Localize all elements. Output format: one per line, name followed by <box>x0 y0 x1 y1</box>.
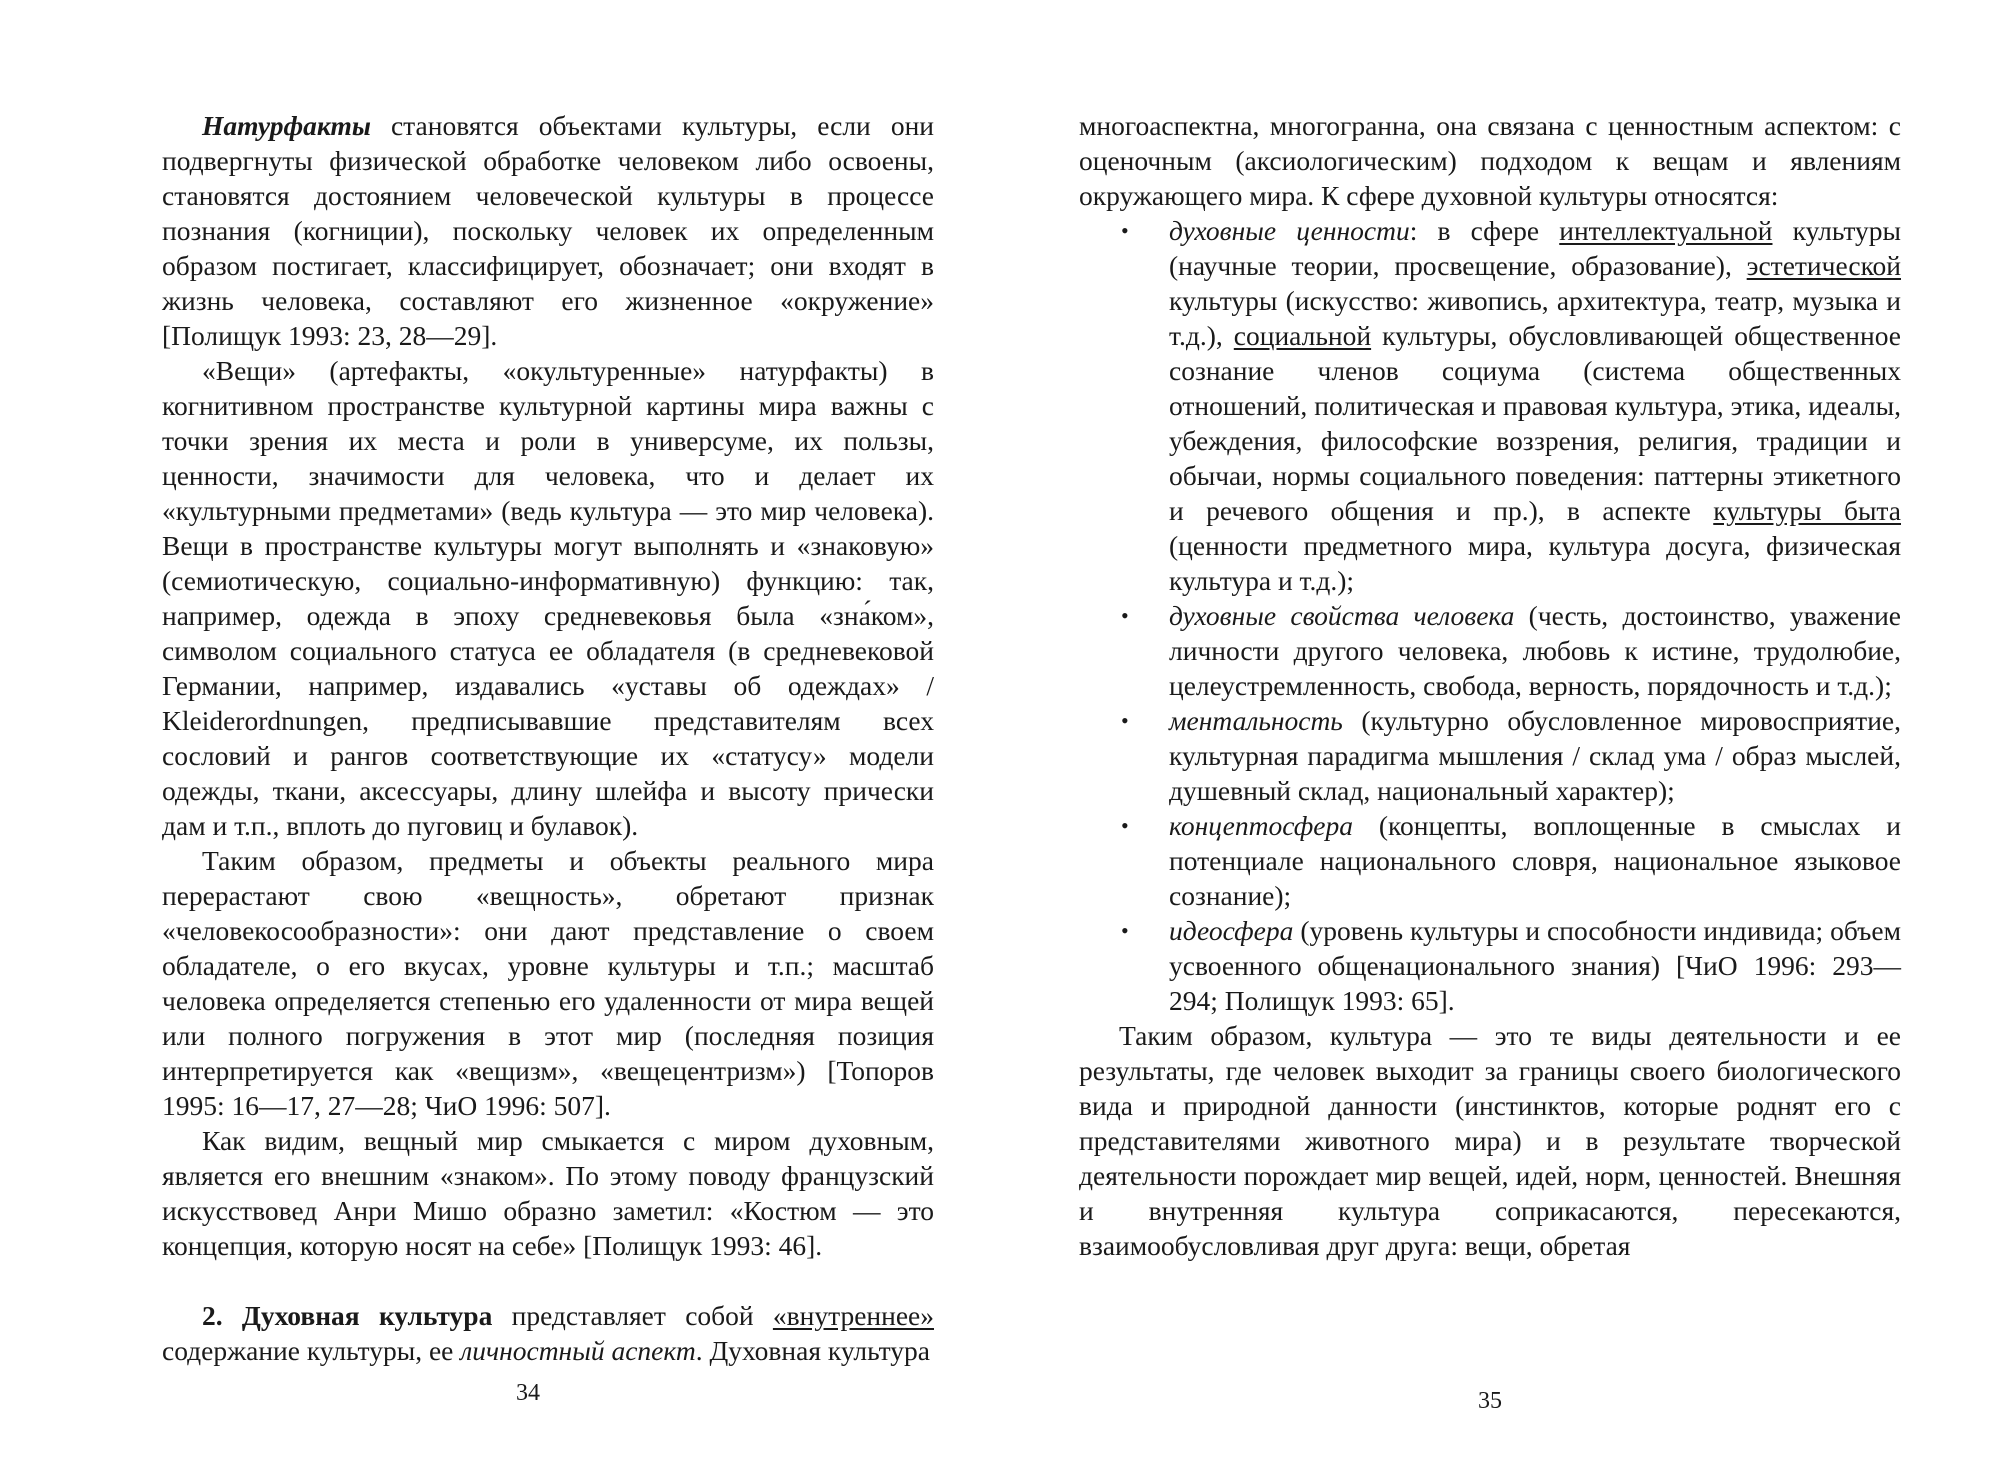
list-item-term: ментальность <box>1169 705 1343 736</box>
right-page <box>1000 0 2000 1478</box>
paragraph-as-we-see: Как видим, вещный мир смыкается с миром духовным, является его внешним «знаком». По этому поводу французский искусствовед Анри Мишо образно заметил: «Костюм — это концепция, которую носят на себе» [Полищук 1993: 46]. <box>162 1125 934 1261</box>
list-item <box>1079 913 1901 1018</box>
list-item-text: (культурно обусловленное мировосприятие, культурная парадигма мышления / склад ума / образ мыслей, душевный склад, национальный характер); <box>1169 705 1901 806</box>
list-item-term: духовные ценности <box>1169 215 1410 246</box>
underlined-term: эстетической <box>1746 250 1901 281</box>
list-item-text: (уровень культуры и способности индивида; объем усвоенного общенационального знания) [ЧиО 1996: 293—294; Полищук 1993: 65]. <box>1169 915 1901 1016</box>
paragraph-naturfacts <box>162 108 934 353</box>
paragraph-text: становятся объектами культуры, если они подвергнуты физической обработке человеком либо освоены, становятся достоянием человеческой культуры в процессе познания (когниции), поскольку человек их определенным образом постигает, классифицирует, обозначает; они входят в жизнь человека, составляют его жизненное «окружение» [Полищук 1993: 23, 28—29]. <box>162 110 934 351</box>
list-item <box>1079 808 1901 913</box>
section-heading: 2. Духовная культура <box>202 1300 493 1331</box>
paragraph-conclusion: Таким образом, культура — это те виды деятельности и ее результаты, где человек выходит за границы своего биологического вида и природной данности (инстинктов, которые роднят его с представителями животного мира) и в результате творческой деятельности порождает мир вещей, идей, норм, ценностей. Внешняя и внутренняя культура соприкасаются, пересекаются, взаимообусловливая друг друга: вещи, обретая <box>1079 1020 1901 1261</box>
paragraph-spiritual-culture <box>162 1298 934 1368</box>
left-page-text <box>162 108 934 1368</box>
page-number: 34 <box>516 1380 540 1406</box>
bullet-icon: • <box>1121 603 1129 628</box>
paragraph-text: содержание культуры, ее <box>162 1335 461 1366</box>
list-item-text: (ценности предметного мира, культура досуга, физическая культура и т.д.); <box>1169 530 1901 596</box>
list-item <box>1079 213 1901 598</box>
list-item <box>1079 598 1901 703</box>
underlined-term: культуры быта <box>1713 495 1901 526</box>
list-item-term: концептосфера <box>1169 810 1353 841</box>
list-item-text: (честь, достоинство, уважение личности другого человека, любовь к истине, трудолюбие, целеустремленность, свобода, верность, порядочность и т.д.); <box>1169 600 1901 701</box>
page-number: 35 <box>1478 1388 1502 1414</box>
bullet-icon: • <box>1121 813 1129 838</box>
list-item-text: (концепты, воплощенные в смыслах и потенциале национального словря, национальное языковое сознание); <box>1169 810 1901 911</box>
list-item-text: культуры (искусство: живопись, архитектура, театр, музыка и т.д.), <box>1169 285 1901 351</box>
paragraph-thus: Таким образом, предметы и объекты реального мира перерастают свою «вещность», обретают признак «человекосообразности»: они дают представление о своем обладателе, о его вкусах, уровне культуры и т.п.; масштаб человека определяется степенью его удаленности от мира вещей или полного погружения в этот мир (последняя позиция интерпретируется как «вещизм», «вещецентризм») [Топоров 1995: 16—17, 27—28; ЧиО 1996: 507]. <box>162 845 934 1121</box>
underlined-term: социальной <box>1233 320 1372 351</box>
list-item-text: культуры (научные теории, просвещение, образование), <box>1169 215 1901 281</box>
underlined-term: интеллектуальной <box>1559 215 1773 246</box>
list-item-term: духовные свойства человека <box>1169 600 1515 631</box>
term-naturfacts: Натурфакты <box>202 110 371 141</box>
bullet-icon: • <box>1121 708 1129 733</box>
paragraph-things: «Вещи» (артефакты, «окультуренные» натурфакты) в когнитивном пространстве культурной картины мира важны с точки зрения их места и роли в универсуме, их пользы, ценности, значимости для человека, что и делает их «культурными предметами» (ведь культура — это мир человека). Вещи в пространстве культуры могут выполнять и «знаковую» (семиотическую, социально-информативную) функцию: так, например, одежда в эпоху средневековья была «зна́ком», символом социального статуса ее обладателя (в средневековой Германии, например, издавались «уставы об одеждах» / Kleiderordnungen, предписывавшие представителям всех сословий и рангов соответствующие их «статусу» модели одежды, ткани, аксессуары, длину шлейфа и высоту прически дам и т.п., вплоть до пуговиц и булавок). <box>162 355 934 841</box>
bullet-icon: • <box>1121 218 1129 243</box>
paragraph-continuation: многоаспектна, многогранна, она связана с ценностным аспектом: с оценочным (аксиологическим) подходом к вещам и явлениям окружающего мира. К сфере духовной культуры относятся: <box>1079 110 1901 211</box>
italic-term: личностный аспект <box>460 1335 696 1366</box>
list-item-text: : в сфере <box>1409 215 1560 246</box>
bullet-icon: • <box>1121 918 1129 943</box>
paragraph-text: . Духовная культура <box>695 1335 930 1366</box>
list-item <box>1079 703 1901 808</box>
list-item-term: идеосфера <box>1169 915 1294 946</box>
bullet-list <box>1079 213 1901 1018</box>
paragraph-text: представляет собой <box>492 1300 773 1331</box>
underlined-term: «внутреннее» <box>772 1300 934 1331</box>
list-item-text: культуры, обусловливающей общественное сознание членов социума (система общественных отношений, политическая и правовая культура, этика, идеалы, убеждения, философские воззрения, религия, традиции и обычаи, нормы социального поведения: паттерны этикетного и речевого общения и пр.), в аспекте <box>1169 320 1901 526</box>
right-page-text <box>1079 108 1901 1263</box>
